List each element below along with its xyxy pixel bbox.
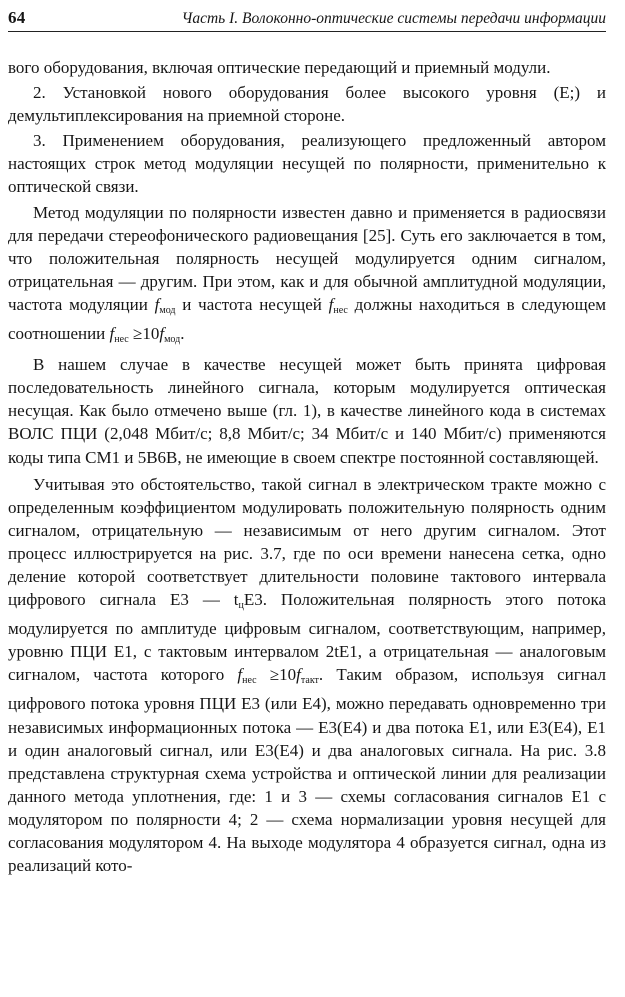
text-run: должны находиться в следующем соотношении xyxy=(8,294,607,344)
formula-subscript: мод xyxy=(159,304,176,316)
formula-subscript: ц xyxy=(238,600,244,612)
formula-symbol: f xyxy=(109,324,115,344)
formula-subscript: нес xyxy=(333,304,348,316)
paragraph-item-2: 2. Установкой нового оборудования более высокого уровня (E;) и демультиплексирования на приемной стороне. xyxy=(8,83,606,126)
formula-symbol: f xyxy=(296,665,301,685)
text-run: и частота несущей xyxy=(175,294,329,314)
formula-relation: ≥10 xyxy=(256,665,297,685)
paragraph-continuation: вого оборудования, включая оптические передающий и приемный модули. xyxy=(8,58,551,77)
paragraph-polarity-method xyxy=(8,201,606,352)
formula-relation: ≥10 xyxy=(128,324,160,344)
header-rule xyxy=(8,31,606,32)
text-run: Метод модуляции по полярности известен давно и применяется в радиосвязи для передачи стереофонического радиовещания [25]. Суть его заключается в том, что положительная полярность несущей модулируется одним сигналом, отрицательная — другим. При этом, как и для обычной амплитудной модуляции, частота модуляции xyxy=(8,202,606,314)
text-run: . Таким образом, используя сигнал цифрового потока уровня ПЦИ E3 (или E4), можно передавать одновременно три независимых информационных потока — E3(E4) и два потока E1, или E3(E4), E1 и один аналоговый сигнал, или E3(E4) и два аналоговых сигнала. На рис. 3.8 представлена структурная схема устройства и оптической линии для реализации данного метода уплотнения, где: 1 и 3 — схемы согласования сигналов E1 с модулятором по полярности 4; 2 — схема нормализации уровня несущей для согласования модулятором 4. На выходе модулятора 4 образуется сигнал, одна из реализаций кото- xyxy=(8,665,606,876)
paragraph-modulation-process xyxy=(8,473,606,878)
body-text xyxy=(8,56,606,877)
text-run: E3. Положительная полярность этого потока модулируется по амплитуде цифровым сигналом, соответствующим, например, уровню ПЦИ E1, с тактовым интервалом 2tE1, а отрицательная — аналоговым сигналом, частота которого xyxy=(8,590,606,685)
formula-subscript: мод xyxy=(164,334,181,346)
formula-symbol: f xyxy=(328,294,334,314)
page-number: 64 xyxy=(8,8,26,27)
formula-subscript: нес xyxy=(114,334,129,346)
running-head: Часть I. Волоконно-оптические системы передачи информации xyxy=(181,10,606,27)
formula-subscript: такт xyxy=(300,675,319,687)
formula-subscript: нес xyxy=(242,675,257,687)
paragraph-item-3: 3. Применением оборудования, реализующего предложенный автором настоящих строк метод модуляции несущей по полярности, применительно к оптической связи. xyxy=(8,131,606,197)
formula-symbol: f xyxy=(154,294,160,314)
text-run: Учитывая это обстоятельство, такой сигнал в электрическом тракте можно с определенным коэффициентом модулировать положительную полярность одним сигналом, отрицательную — независимым от него другим сигналом. Этот процесс иллюстрируется на рис. 3.7, где по оси времени нанесена сетка, одно деление которой соответствует длительности половине тактового интервала цифрового сигнала E3 — t xyxy=(8,474,606,610)
text-run: . xyxy=(180,324,185,344)
paragraph-carrier: В нашем случае в качестве несущей может быть принята цифровая последовательность линейного сигнала, которым модулируется оптическая несущая. Как было отмечено выше (гл. 1), в качестве линейного кода в системах ВОЛС ПЦИ (2,048 Мбит/с; 8,8 Мбит/с; 34 Мбит/с и 140 Мбит/с) применяются коды типа CM1 и 5B6B, не имеющие в своем спектре постоянной составляющей. xyxy=(8,355,606,467)
page-header xyxy=(8,6,606,32)
formula-symbol: f xyxy=(237,665,243,685)
formula-symbol: f xyxy=(159,324,165,344)
